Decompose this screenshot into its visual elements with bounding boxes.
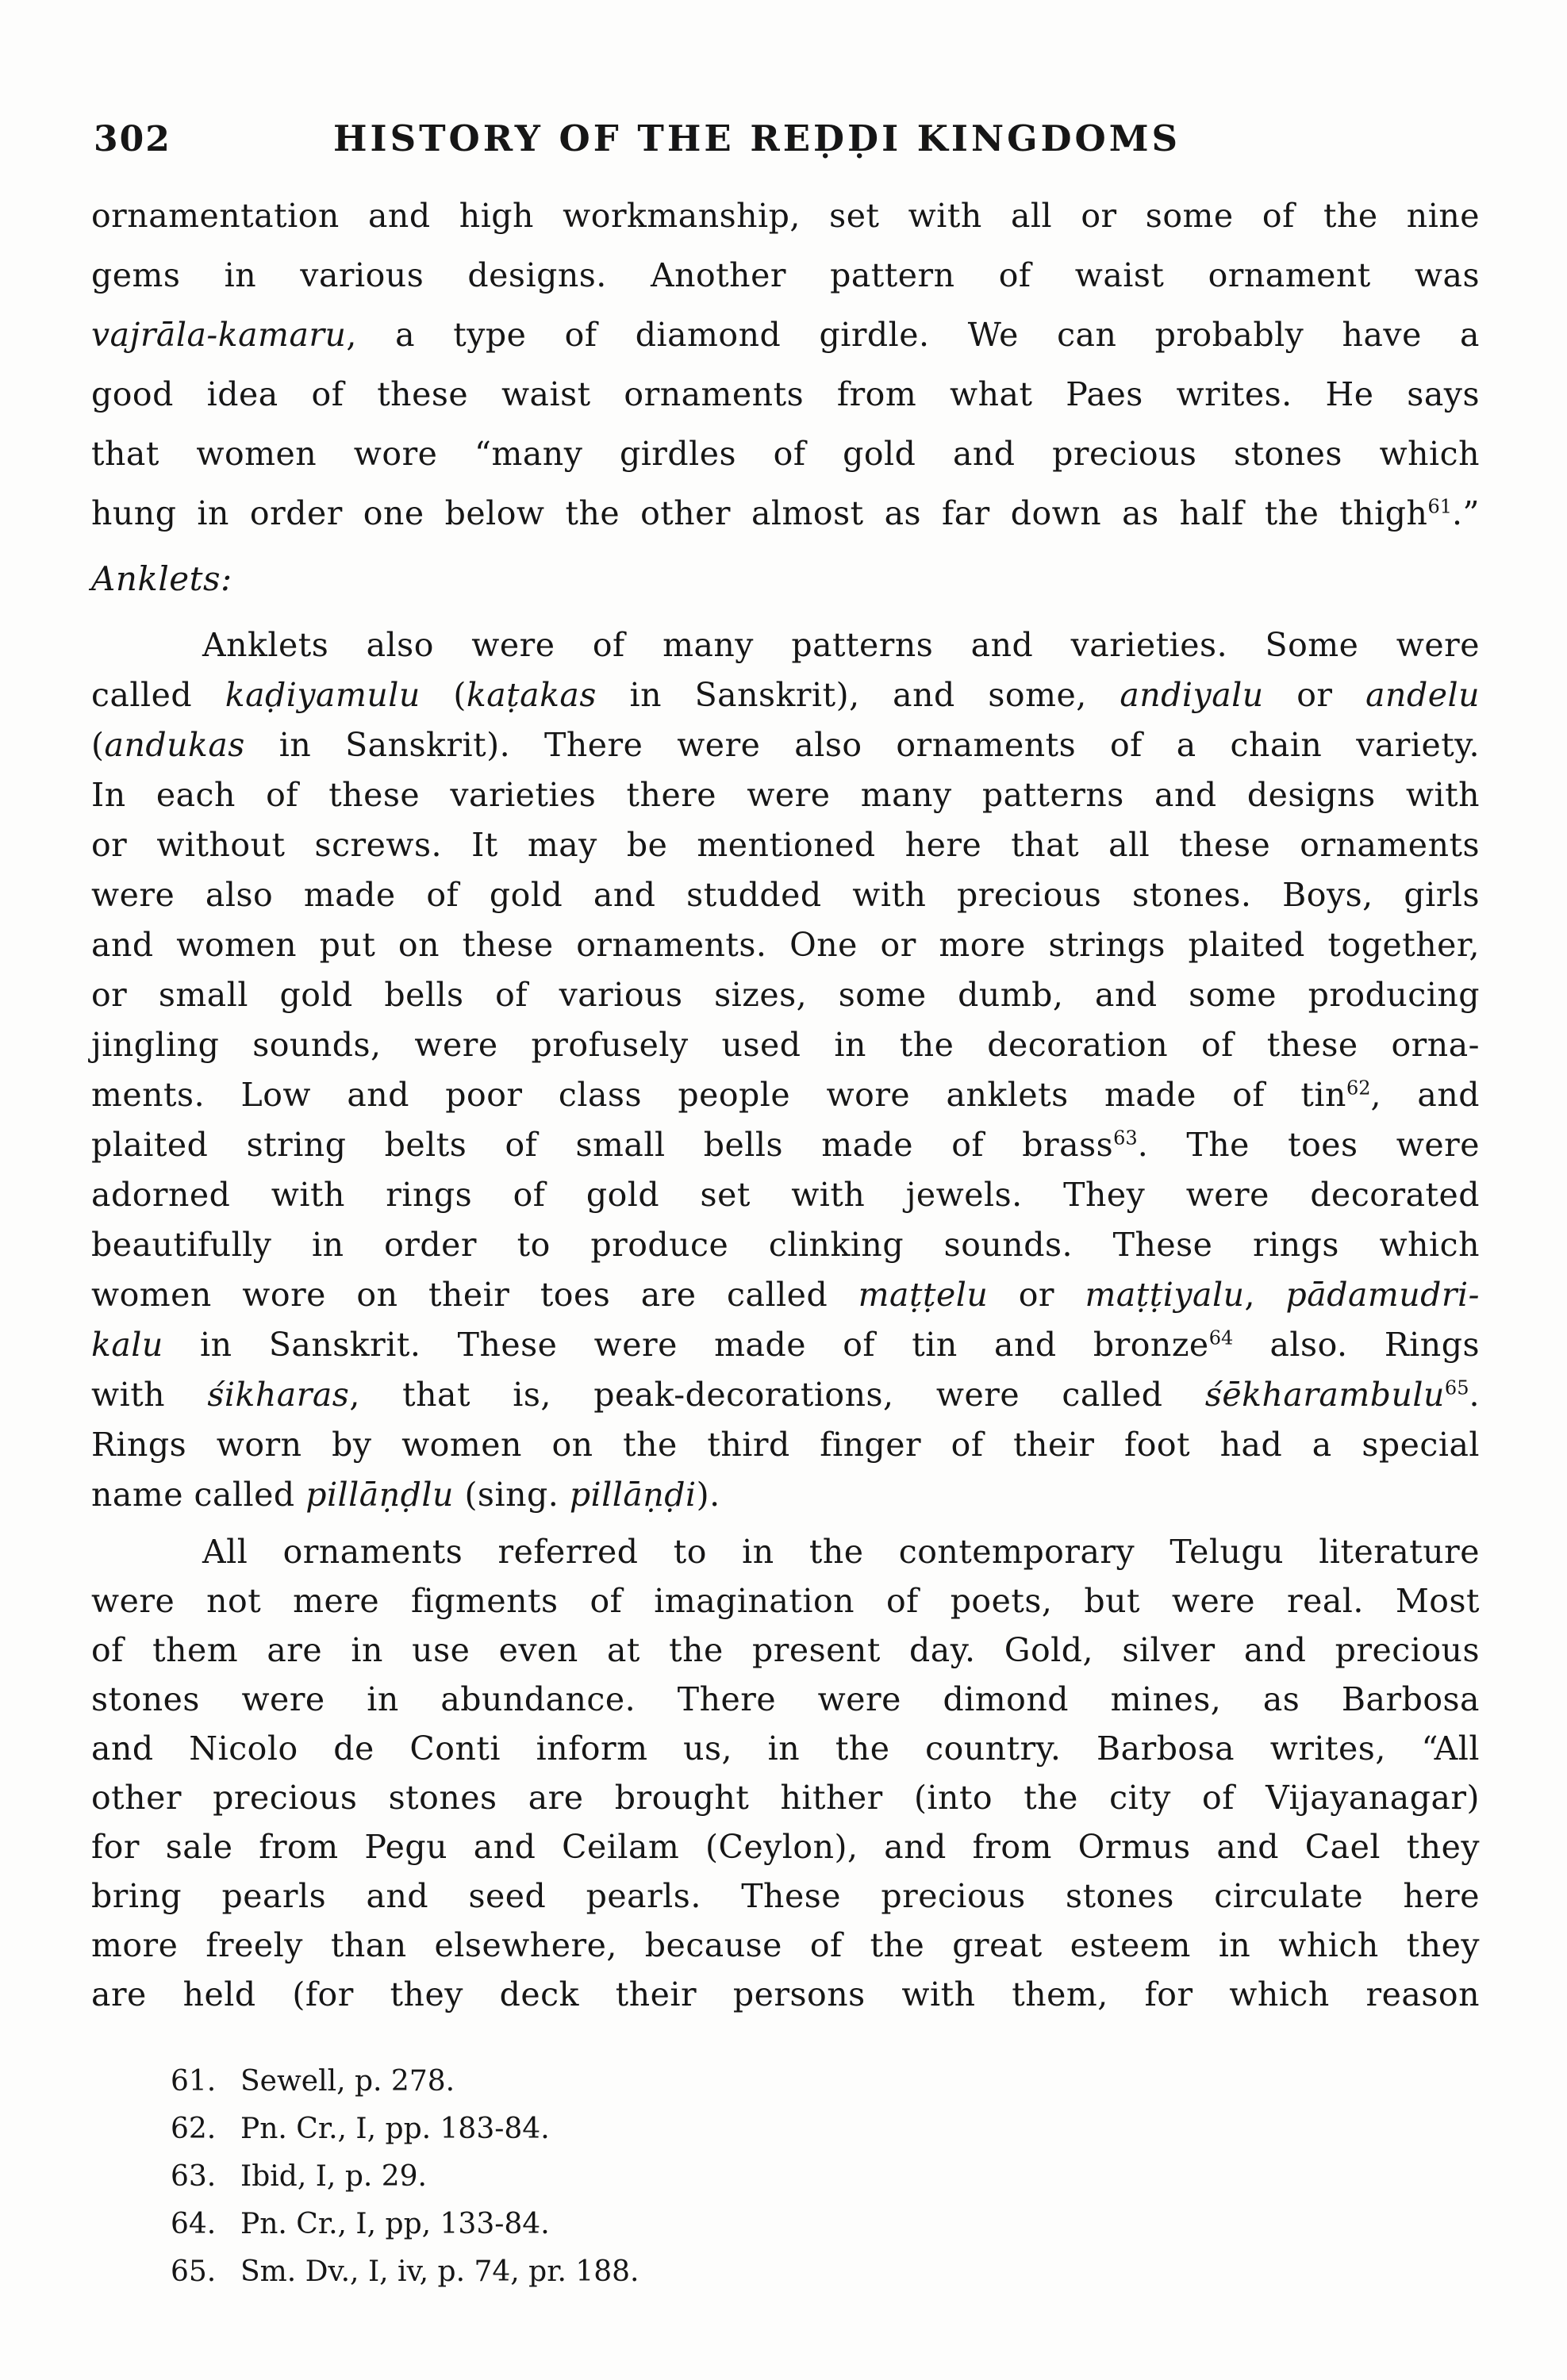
page-number: 302 bbox=[94, 119, 171, 159]
text-line bbox=[91, 1370, 1480, 1420]
text-line bbox=[91, 551, 1480, 607]
text-run: . bbox=[1469, 1376, 1481, 1414]
footnote-text: Pn. Cr., I, pp. 183-84. bbox=[240, 2113, 550, 2145]
italic-run: vajrāla-kamaru bbox=[91, 316, 347, 354]
page-title: HISTORY OF THE REḌḌI KINGDOMS bbox=[333, 117, 1181, 159]
text-line bbox=[91, 1470, 1480, 1520]
italic-run: andiyalu bbox=[1120, 676, 1264, 714]
text-line bbox=[91, 484, 1480, 543]
text-run: in Sanskrit). There were also ornaments of a chain variety. bbox=[244, 726, 1480, 764]
text-run: or small gold bells of various sizes, some dumb, and some producing bbox=[91, 976, 1480, 1014]
text-line bbox=[91, 1871, 1480, 1921]
text-line bbox=[91, 1170, 1480, 1220]
text-run: in Sanskrit), and some, bbox=[596, 676, 1120, 714]
text-run: jingling sounds, were profusely used in the decoration of these orna- bbox=[91, 1026, 1480, 1064]
text-run: called bbox=[91, 676, 225, 714]
text-line bbox=[91, 670, 1480, 720]
text-run: ( bbox=[91, 726, 105, 764]
text-line bbox=[91, 365, 1480, 424]
text-line bbox=[91, 920, 1480, 970]
text-run: ). bbox=[696, 1476, 720, 1514]
text-run: with bbox=[91, 1376, 208, 1414]
section-heading bbox=[91, 551, 1480, 607]
italic-run: andukas bbox=[104, 726, 245, 764]
text-run: , that is, peak-decorations, were called bbox=[349, 1376, 1205, 1414]
text-run: Anklets also were of many patterns and varieties. Some were bbox=[202, 626, 1480, 664]
text-run: name called bbox=[91, 1476, 306, 1514]
text-line bbox=[91, 1921, 1480, 1970]
text-run: In each of these varieties there were many patterns and designs with bbox=[91, 776, 1480, 814]
text-line bbox=[91, 1020, 1480, 1070]
text-run: and Nicolo de Conti inform us, in the country. Barbosa writes, “All bbox=[91, 1729, 1480, 1768]
text-line bbox=[91, 620, 1480, 670]
text-run: or bbox=[988, 1276, 1085, 1314]
footnote-item bbox=[171, 2109, 1408, 2156]
footnote-item bbox=[171, 2251, 1408, 2299]
text-run: stones were in abundance. There were dimond mines, as Barbosa bbox=[91, 1680, 1480, 1718]
body-paragraph bbox=[91, 1527, 1480, 2019]
text-body bbox=[91, 0, 1480, 2380]
footnote-ref: 61 bbox=[1427, 495, 1452, 518]
text-line bbox=[91, 720, 1480, 770]
footnote-item bbox=[171, 2061, 1408, 2109]
text-line bbox=[91, 1626, 1480, 1675]
text-run: , a type of diamond girdle. We can probably have a bbox=[346, 316, 1480, 354]
text-run: ( bbox=[420, 676, 467, 714]
footnote-text: Ibid, I, p. 29. bbox=[240, 2160, 428, 2193]
text-run: or bbox=[1263, 676, 1366, 714]
text-run: ments. Low and poor class people wore anklets made of tin bbox=[91, 1076, 1346, 1114]
text-run: good idea of these waist ornaments from what Paes writes. He says bbox=[91, 375, 1480, 413]
italic-run: maṭṭiyalu bbox=[1085, 1276, 1245, 1314]
text-run: other precious stones are brought hither (into the city of Vijayanagar) bbox=[91, 1779, 1480, 1817]
footnote-number: 65. bbox=[171, 2255, 217, 2288]
text-run: that women wore “many girdles of gold and precious stones which bbox=[91, 435, 1480, 473]
italic-run: andelu bbox=[1365, 676, 1480, 714]
text-line bbox=[91, 305, 1480, 365]
italic-run: pillāṇḍlu bbox=[305, 1476, 454, 1514]
text-line bbox=[91, 1270, 1480, 1320]
footnote-text: Sewell, p. 278. bbox=[240, 2065, 455, 2098]
text-run: , and bbox=[1370, 1076, 1480, 1114]
text-line bbox=[91, 770, 1480, 820]
text-run: for sale from Pegu and Ceilam (Ceylon), and from Ormus and Cael they bbox=[91, 1828, 1480, 1866]
text-line bbox=[91, 870, 1480, 920]
text-run: .” bbox=[1452, 494, 1480, 532]
italic-run: śēkharambulu bbox=[1204, 1376, 1445, 1414]
footnote-ref: 63 bbox=[1113, 1127, 1138, 1150]
text-line bbox=[91, 1527, 1480, 1576]
text-run: Rings worn by women on the third finger of their foot had a special bbox=[91, 1426, 1480, 1464]
text-run: bring pearls and seed pearls. These precious stones circulate here bbox=[91, 1877, 1480, 1915]
text-run: and women put on these ornaments. One or more strings plaited together, bbox=[91, 926, 1480, 964]
text-line bbox=[91, 1320, 1480, 1370]
text-run: of them are in use even at the present day. Gold, silver and precious bbox=[91, 1631, 1480, 1669]
text-run: in Sanskrit. These were made of tin and bronze bbox=[163, 1326, 1209, 1364]
text-line bbox=[91, 1420, 1480, 1470]
text-run: also. Rings bbox=[1233, 1326, 1480, 1364]
text-run: (sing. bbox=[453, 1476, 570, 1514]
text-line bbox=[91, 424, 1480, 484]
text-run: more freely than elsewhere, because of the great esteem in which they bbox=[91, 1926, 1480, 1964]
text-run: women wore on their toes are called bbox=[91, 1276, 858, 1314]
italic-run: maṭṭelu bbox=[858, 1276, 989, 1314]
text-run: are held (for they deck their persons with them, for which reason bbox=[91, 1975, 1480, 2013]
text-line bbox=[91, 1970, 1480, 2019]
text-line bbox=[91, 1675, 1480, 1724]
footnote-item bbox=[171, 2156, 1408, 2204]
footnote-number: 62. bbox=[171, 2113, 217, 2145]
footnotes bbox=[171, 2061, 1408, 2299]
footnote-number: 61. bbox=[171, 2065, 217, 2098]
footnote-ref: 64 bbox=[1208, 1326, 1234, 1349]
text-run: adorned with rings of gold set with jewels. They were decorated bbox=[91, 1176, 1480, 1214]
italic-run: śikharas bbox=[207, 1376, 350, 1414]
text-line bbox=[91, 970, 1480, 1020]
footnote-item bbox=[171, 2204, 1408, 2251]
footnote-number: 63. bbox=[171, 2160, 217, 2193]
text-line bbox=[91, 1822, 1480, 1871]
text-run: All ornaments referred to in the contemporary Telugu literature bbox=[202, 1533, 1480, 1571]
footnote-ref: 65 bbox=[1444, 1376, 1469, 1399]
footnote-text: Sm. Dv., I, iv, p. 74, pr. 188. bbox=[240, 2255, 639, 2288]
text-line bbox=[91, 1576, 1480, 1626]
text-line bbox=[91, 1120, 1480, 1170]
text-line bbox=[91, 820, 1480, 870]
text-run: , bbox=[1244, 1276, 1286, 1314]
text-run: were not mere figments of imagination of poets, but were real. Most bbox=[91, 1582, 1480, 1620]
text-run: gems in various designs. Another pattern of waist ornament was bbox=[91, 256, 1480, 294]
footnote-text: Pn. Cr., I, pp, 133-84. bbox=[240, 2208, 550, 2240]
italic-run: pillāṇḍi bbox=[569, 1476, 697, 1514]
body-paragraph bbox=[91, 186, 1480, 543]
text-line bbox=[91, 1220, 1480, 1270]
text-run: were also made of gold and studded with precious stones. Boys, girls bbox=[91, 876, 1480, 914]
text-run: plaited string belts of small bells made of brass bbox=[91, 1126, 1114, 1164]
footnote-ref: 62 bbox=[1346, 1077, 1371, 1100]
text-line bbox=[91, 1724, 1480, 1773]
text-line bbox=[91, 186, 1480, 246]
text-run: hung in order one below the other almost as far down as half the thigh bbox=[91, 494, 1428, 532]
text-line bbox=[91, 246, 1480, 305]
italic-run: kalu bbox=[91, 1326, 163, 1364]
text-line bbox=[91, 1773, 1480, 1822]
italic-run: pādamudri- bbox=[1285, 1276, 1480, 1314]
text-run: or without screws. It may be mentioned here that all these ornaments bbox=[91, 826, 1480, 864]
italic-run: Anklets: bbox=[91, 559, 232, 598]
body-paragraph bbox=[91, 620, 1480, 1520]
text-run: beautifully in order to produce clinking sounds. These rings which bbox=[91, 1226, 1480, 1264]
text-line bbox=[91, 1070, 1480, 1120]
text-run: . The toes were bbox=[1137, 1126, 1480, 1164]
footnote-number: 64. bbox=[171, 2208, 217, 2240]
italic-run: kaṭakas bbox=[466, 676, 597, 714]
italic-run: kaḍiyamulu bbox=[225, 676, 421, 714]
text-run: ornamentation and high workmanship, set with all or some of the nine bbox=[91, 197, 1480, 235]
